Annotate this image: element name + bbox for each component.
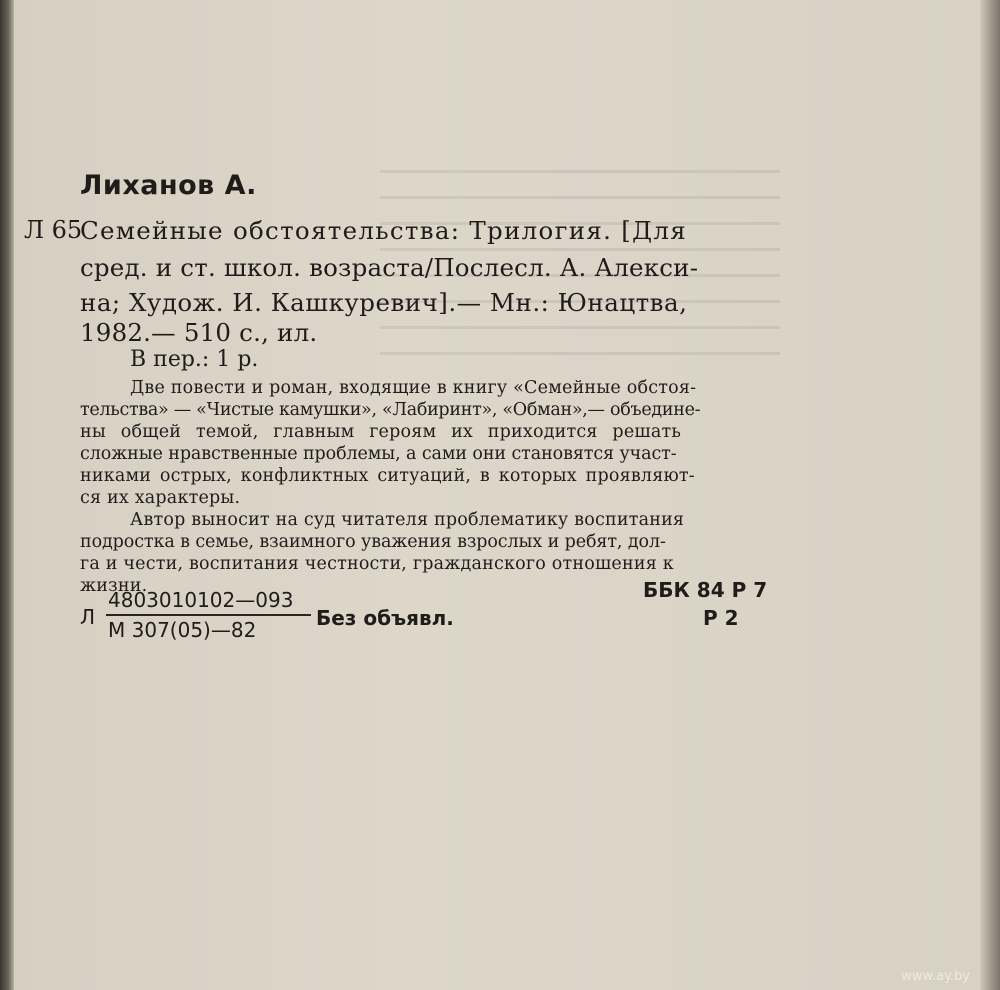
- author-name: Лиханов А.: [80, 170, 257, 201]
- annotation-line-9: га и чести, воспитания честности, гражданского отношения к: [80, 554, 674, 574]
- bibliography-line-1: Семейные обстоятельства: Трилогия. [Для: [80, 216, 687, 245]
- isbn-fraction: [106, 588, 311, 642]
- isbn-numerator: 4803010102—093: [106, 588, 311, 616]
- no-ad-note: Без объявл.: [316, 606, 454, 630]
- isbn-denominator: М 307(05)—82: [108, 618, 257, 642]
- watermark: www.ay.by: [901, 969, 970, 984]
- annotation-line-5: никами острых, конфликтных ситуаций, в которых проявляют-: [80, 466, 695, 486]
- page-edge-shadow: [980, 0, 1000, 990]
- isbn-letter: Л: [80, 605, 96, 629]
- annotation-line-10: жизни.: [80, 576, 148, 596]
- annotation-line-1: Две повести и роман, входящие в книгу «Семейные обстоя-: [130, 378, 697, 398]
- bibliography-line-2: сред. и ст. школ. возраста/Послесл. А. Алекси-: [80, 253, 699, 282]
- annotation-line-2: тельства» — «Чистые камушки», «Лабиринт», «Обман»,— объедине-: [80, 400, 701, 420]
- bbk-code: ББК 84 Р 7: [643, 578, 768, 602]
- annotation-line-6: ся их характеры.: [80, 488, 241, 508]
- bbk-code-secondary: Р 2: [703, 606, 739, 630]
- bibliography-line-3: на; Худож. И. Кашкуревич].— Мн.: Юнацтва,: [80, 288, 688, 317]
- bibliography-line-4: 1982.— 510 с., ил.: [80, 318, 318, 347]
- book-spine-shadow: [0, 0, 14, 990]
- price-line: В пер.: 1 р.: [130, 347, 259, 372]
- annotation-line-4: сложные нравственные проблемы, а сами они становятся участ-: [80, 444, 677, 464]
- annotation-line-3: ны общей темой, главным героям их приходится решать: [80, 422, 682, 442]
- catalog-code: Л 65: [24, 216, 83, 244]
- annotation-line-8: подростка в семье, взаимного уважения взрослых и ребят, дол-: [80, 532, 666, 552]
- annotation-line-7: Автор выносит на суд читателя проблематику воспитания: [130, 510, 685, 530]
